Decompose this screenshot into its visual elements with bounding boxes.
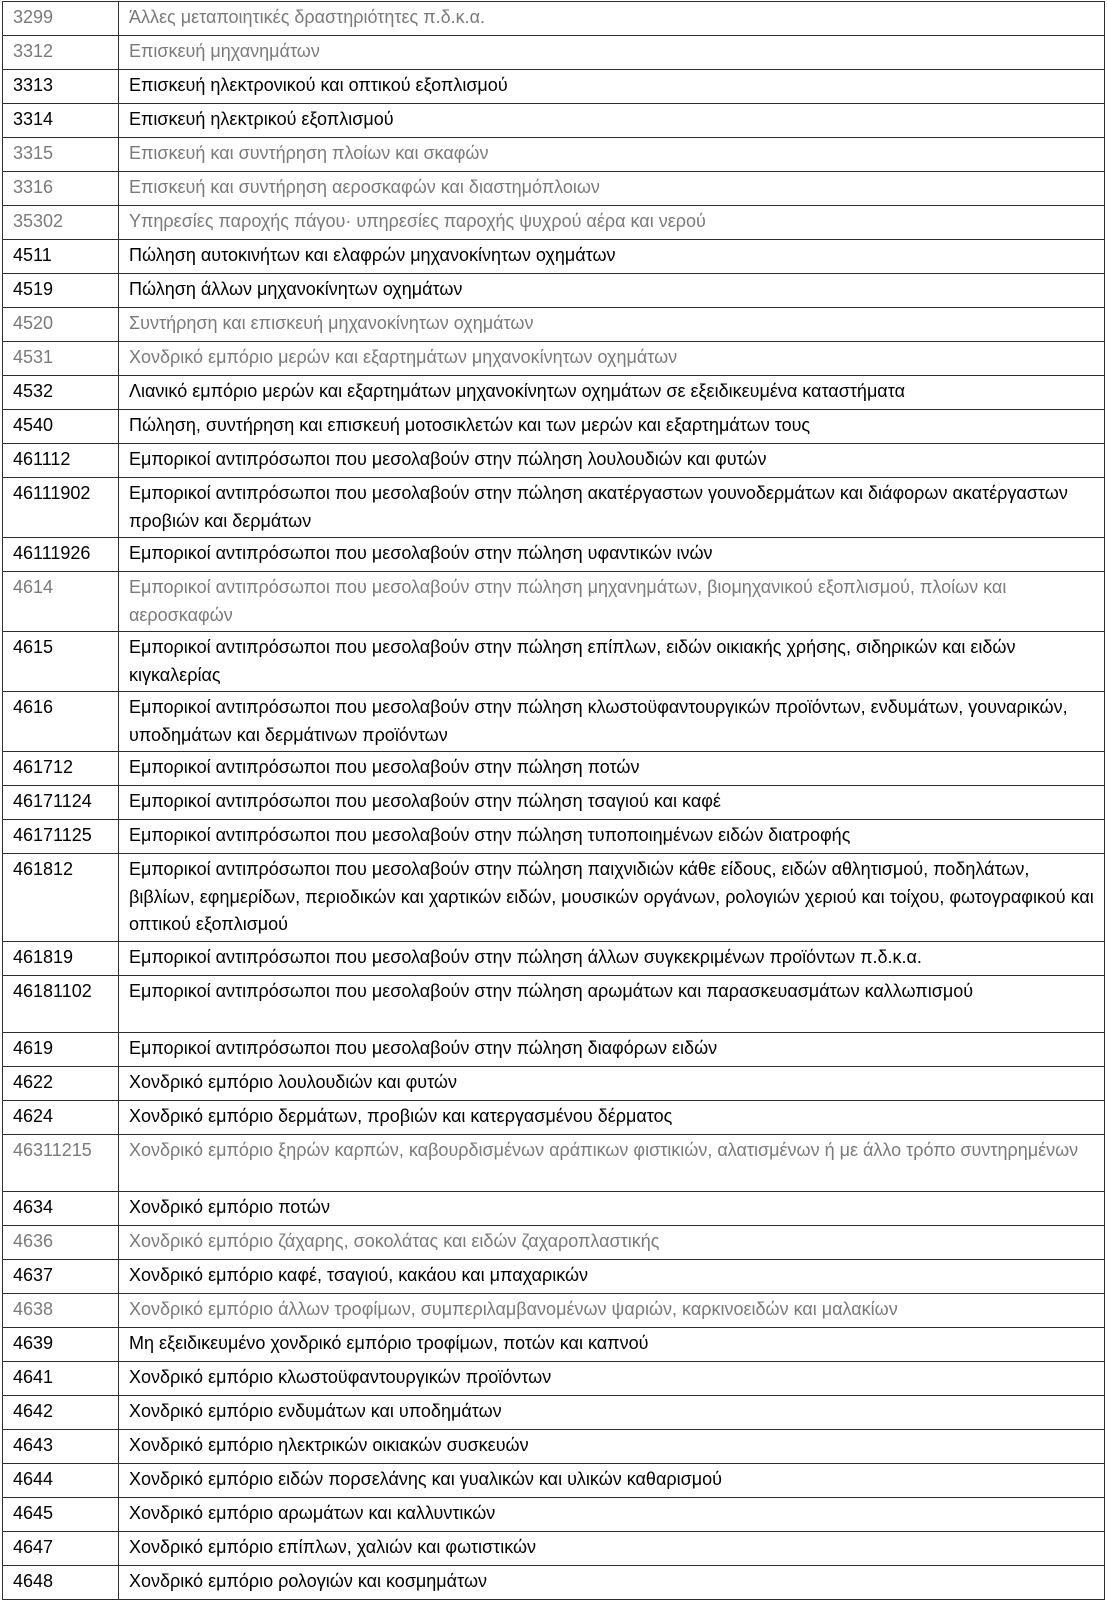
description-cell: Επισκευή ηλεκτρονικού και οπτικού εξοπλισμού	[119, 70, 1105, 104]
description-cell: Εμπορικοί αντιπρόσωποι που μεσολαβούν στην πώληση ακατέργαστων γουνοδερμάτων και διάφορων ακατέργαστων προβιών και δερμάτων	[119, 478, 1105, 538]
code-cell: 4520	[3, 308, 119, 342]
table-row	[3, 2, 1105, 36]
table-row	[3, 1565, 1105, 1599]
code-cell: 4648	[3, 1565, 119, 1599]
activity-codes-table	[2, 1, 1105, 1600]
code-cell: 3299	[3, 2, 119, 36]
code-cell: 35302	[3, 206, 119, 240]
table-row	[3, 104, 1105, 138]
code-cell: 46111902	[3, 478, 119, 538]
description-cell: Άλλες μεταποιητικές δραστηριότητες π.δ.κ.α.	[119, 2, 1105, 36]
code-cell: 4641	[3, 1361, 119, 1395]
description-cell: Εμπορικοί αντιπρόσωποι που μεσολαβούν στην πώληση επίπλων, ειδών οικιακής χρήσης, σιδηρικών και ειδών κιγκαλερίας	[119, 632, 1105, 692]
code-cell: 461819	[3, 941, 119, 975]
table-row	[3, 632, 1105, 692]
description-cell: Επισκευή ηλεκτρικού εξοπλισμού	[119, 104, 1105, 138]
description-cell: Χονδρικό εμπόριο δερμάτων, προβιών και κατεργασμένου δέρματος	[119, 1100, 1105, 1134]
table-row	[3, 572, 1105, 632]
description-cell: Χονδρικό εμπόριο ζάχαρης, σοκολάτας και ειδών ζαχαροπλαστικής	[119, 1225, 1105, 1259]
code-cell: 4619	[3, 1032, 119, 1066]
code-cell: 461712	[3, 752, 119, 786]
description-cell: Επισκευή και συντήρηση αεροσκαφών και διαστημόπλοιων	[119, 172, 1105, 206]
description-cell: Χονδρικό εμπόριο ποτών	[119, 1191, 1105, 1225]
code-cell: 3312	[3, 36, 119, 70]
code-cell: 4645	[3, 1497, 119, 1531]
code-cell: 461812	[3, 854, 119, 942]
description-cell: Χονδρικό εμπόριο επίπλων, χαλιών και φωτιστικών	[119, 1531, 1105, 1565]
table-row	[3, 1429, 1105, 1463]
code-cell: 3316	[3, 172, 119, 206]
description-cell: Πώληση άλλων μηχανοκίνητων οχημάτων	[119, 274, 1105, 308]
table-row	[3, 1463, 1105, 1497]
code-cell: 4519	[3, 274, 119, 308]
table-row	[3, 1395, 1105, 1429]
table-row	[3, 941, 1105, 975]
table-row	[3, 1259, 1105, 1293]
code-cell: 46181102	[3, 975, 119, 1032]
code-cell: 3314	[3, 104, 119, 138]
table-row	[3, 975, 1105, 1032]
table-row	[3, 692, 1105, 752]
description-cell: Εμπορικοί αντιπρόσωποι που μεσολαβούν στην πώληση τσαγιού και καφέ	[119, 786, 1105, 820]
description-cell: Εμπορικοί αντιπρόσωποι που μεσολαβούν στην πώληση υφαντικών ινών	[119, 538, 1105, 572]
description-cell: Χονδρικό εμπόριο μερών και εξαρτημάτων μηχανοκίνητων οχημάτων	[119, 342, 1105, 376]
description-cell: Εμπορικοί αντιπρόσωποι που μεσολαβούν στην πώληση κλωστοϋφαντουργικών προϊόντων, ενδυμάτων, γουναρικών, υποδημάτων και δερμάτινων προϊόντων	[119, 692, 1105, 752]
table-row	[3, 538, 1105, 572]
table-row	[3, 1032, 1105, 1066]
code-cell: 4531	[3, 342, 119, 376]
table-row	[3, 240, 1105, 274]
code-cell: 4615	[3, 632, 119, 692]
description-cell: Πώληση αυτοκινήτων και ελαφρών μηχανοκίνητων οχημάτων	[119, 240, 1105, 274]
code-cell: 4624	[3, 1100, 119, 1134]
code-cell: 46311215	[3, 1134, 119, 1191]
code-cell: 4511	[3, 240, 119, 274]
table-row	[3, 376, 1105, 410]
table-row	[3, 1100, 1105, 1134]
code-cell: 4647	[3, 1531, 119, 1565]
table-row	[3, 274, 1105, 308]
table-row	[3, 342, 1105, 376]
code-cell: 4639	[3, 1327, 119, 1361]
code-cell: 46111926	[3, 538, 119, 572]
description-cell: Χονδρικό εμπόριο κλωστοϋφαντουργικών προϊόντων	[119, 1361, 1105, 1395]
table-row	[3, 1134, 1105, 1191]
table-row	[3, 1293, 1105, 1327]
table-row	[3, 1497, 1105, 1531]
table-row	[3, 138, 1105, 172]
code-cell: 4644	[3, 1463, 119, 1497]
description-cell: Πώληση, συντήρηση και επισκευή μοτοσικλετών και των μερών και εξαρτημάτων τους	[119, 410, 1105, 444]
table-row	[3, 1225, 1105, 1259]
description-cell: Χονδρικό εμπόριο αρωμάτων και καλλυντικών	[119, 1497, 1105, 1531]
table-row	[3, 1191, 1105, 1225]
code-cell: 4638	[3, 1293, 119, 1327]
code-cell: 4637	[3, 1259, 119, 1293]
code-cell: 4643	[3, 1429, 119, 1463]
table-row	[3, 206, 1105, 240]
table-row	[3, 478, 1105, 538]
table-row	[3, 854, 1105, 942]
description-cell: Χονδρικό εμπόριο ξηρών καρπών, καβουρδισμένων αράπικων φιστικιών, αλατισμένων ή με άλλο τρόπο συντηρημένων	[119, 1134, 1105, 1191]
table-row	[3, 1361, 1105, 1395]
code-cell: 46171124	[3, 786, 119, 820]
code-cell: 4636	[3, 1225, 119, 1259]
code-cell: 4540	[3, 410, 119, 444]
activity-codes-body	[3, 2, 1105, 1600]
table-row	[3, 172, 1105, 206]
table-row	[3, 70, 1105, 104]
description-cell: Εμπορικοί αντιπρόσωποι που μεσολαβούν στην πώληση άλλων συγκεκριμένων προϊόντων π.δ.κ.α.	[119, 941, 1105, 975]
code-cell: 3313	[3, 70, 119, 104]
description-cell: Λιανικό εμπόριο μερών και εξαρτημάτων μηχανοκίνητων οχημάτων σε εξειδικευμένα καταστήματα	[119, 376, 1105, 410]
code-cell: 461112	[3, 444, 119, 478]
description-cell: Χονδρικό εμπόριο καφέ, τσαγιού, κακάου και μπαχαρικών	[119, 1259, 1105, 1293]
code-cell: 4614	[3, 572, 119, 632]
code-cell: 4622	[3, 1066, 119, 1100]
code-cell: 3315	[3, 138, 119, 172]
description-cell: Επισκευή μηχανημάτων	[119, 36, 1105, 70]
description-cell: Χονδρικό εμπόριο λουλουδιών και φυτών	[119, 1066, 1105, 1100]
code-cell: 4532	[3, 376, 119, 410]
code-cell: 4642	[3, 1395, 119, 1429]
table-row	[3, 1066, 1105, 1100]
table-row	[3, 752, 1105, 786]
description-cell: Χονδρικό εμπόριο ενδυμάτων και υποδημάτων	[119, 1395, 1105, 1429]
code-cell: 4616	[3, 692, 119, 752]
description-cell: Εμπορικοί αντιπρόσωποι που μεσολαβούν στην πώληση τυποποιημένων ειδών διατροφής	[119, 820, 1105, 854]
description-cell: Χονδρικό εμπόριο άλλων τροφίμων, συμπεριλαμβανομένων ψαριών, καρκινοειδών και μαλακίων	[119, 1293, 1105, 1327]
description-cell: Εμπορικοί αντιπρόσωποι που μεσολαβούν στην πώληση διαφόρων ειδών	[119, 1032, 1105, 1066]
table-row	[3, 1327, 1105, 1361]
table-row	[3, 410, 1105, 444]
description-cell: Εμπορικοί αντιπρόσωποι που μεσολαβούν στην πώληση αρωμάτων και παρασκευασμάτων καλλωπισμού	[119, 975, 1105, 1032]
table-row	[3, 444, 1105, 478]
table-row	[3, 308, 1105, 342]
description-cell: Εμπορικοί αντιπρόσωποι που μεσολαβούν στην πώληση μηχανημάτων, βιομηχανικού εξοπλισμού, πλοίων και αεροσκαφών	[119, 572, 1105, 632]
code-cell: 4634	[3, 1191, 119, 1225]
description-cell: Χονδρικό εμπόριο ρολογιών και κοσμημάτων	[119, 1565, 1105, 1599]
description-cell: Χονδρικό εμπόριο ειδών πορσελάνης και γυαλικών και υλικών καθαρισμού	[119, 1463, 1105, 1497]
table-row	[3, 786, 1105, 820]
description-cell: Υπηρεσίες παροχής πάγου· υπηρεσίες παροχής ψυχρού αέρα και νερού	[119, 206, 1105, 240]
description-cell: Εμπορικοί αντιπρόσωποι που μεσολαβούν στην πώληση λουλουδιών και φυτών	[119, 444, 1105, 478]
description-cell: Επισκευή και συντήρηση πλοίων και σκαφών	[119, 138, 1105, 172]
description-cell: Συντήρηση και επισκευή μηχανοκίνητων οχημάτων	[119, 308, 1105, 342]
description-cell: Χονδρικό εμπόριο ηλεκτρικών οικιακών συσκευών	[119, 1429, 1105, 1463]
description-cell: Εμπορικοί αντιπρόσωποι που μεσολαβούν στην πώληση παιχνιδιών κάθε είδους, ειδών αθλητισμού, ποδηλάτων, βιβλίων, εφημερίδων, περιοδικών και χαρτικών ειδών, μουσικών οργάνων, ρολογιών χεριού και τοίχου, φωτογραφικού και οπτικού εξοπλισμού	[119, 854, 1105, 942]
table-row	[3, 1531, 1105, 1565]
code-cell: 46171125	[3, 820, 119, 854]
table-row	[3, 36, 1105, 70]
description-cell: Εμπορικοί αντιπρόσωποι που μεσολαβούν στην πώληση ποτών	[119, 752, 1105, 786]
description-cell: Μη εξειδικευμένο χονδρικό εμπόριο τροφίμων, ποτών και καπνού	[119, 1327, 1105, 1361]
table-row	[3, 820, 1105, 854]
